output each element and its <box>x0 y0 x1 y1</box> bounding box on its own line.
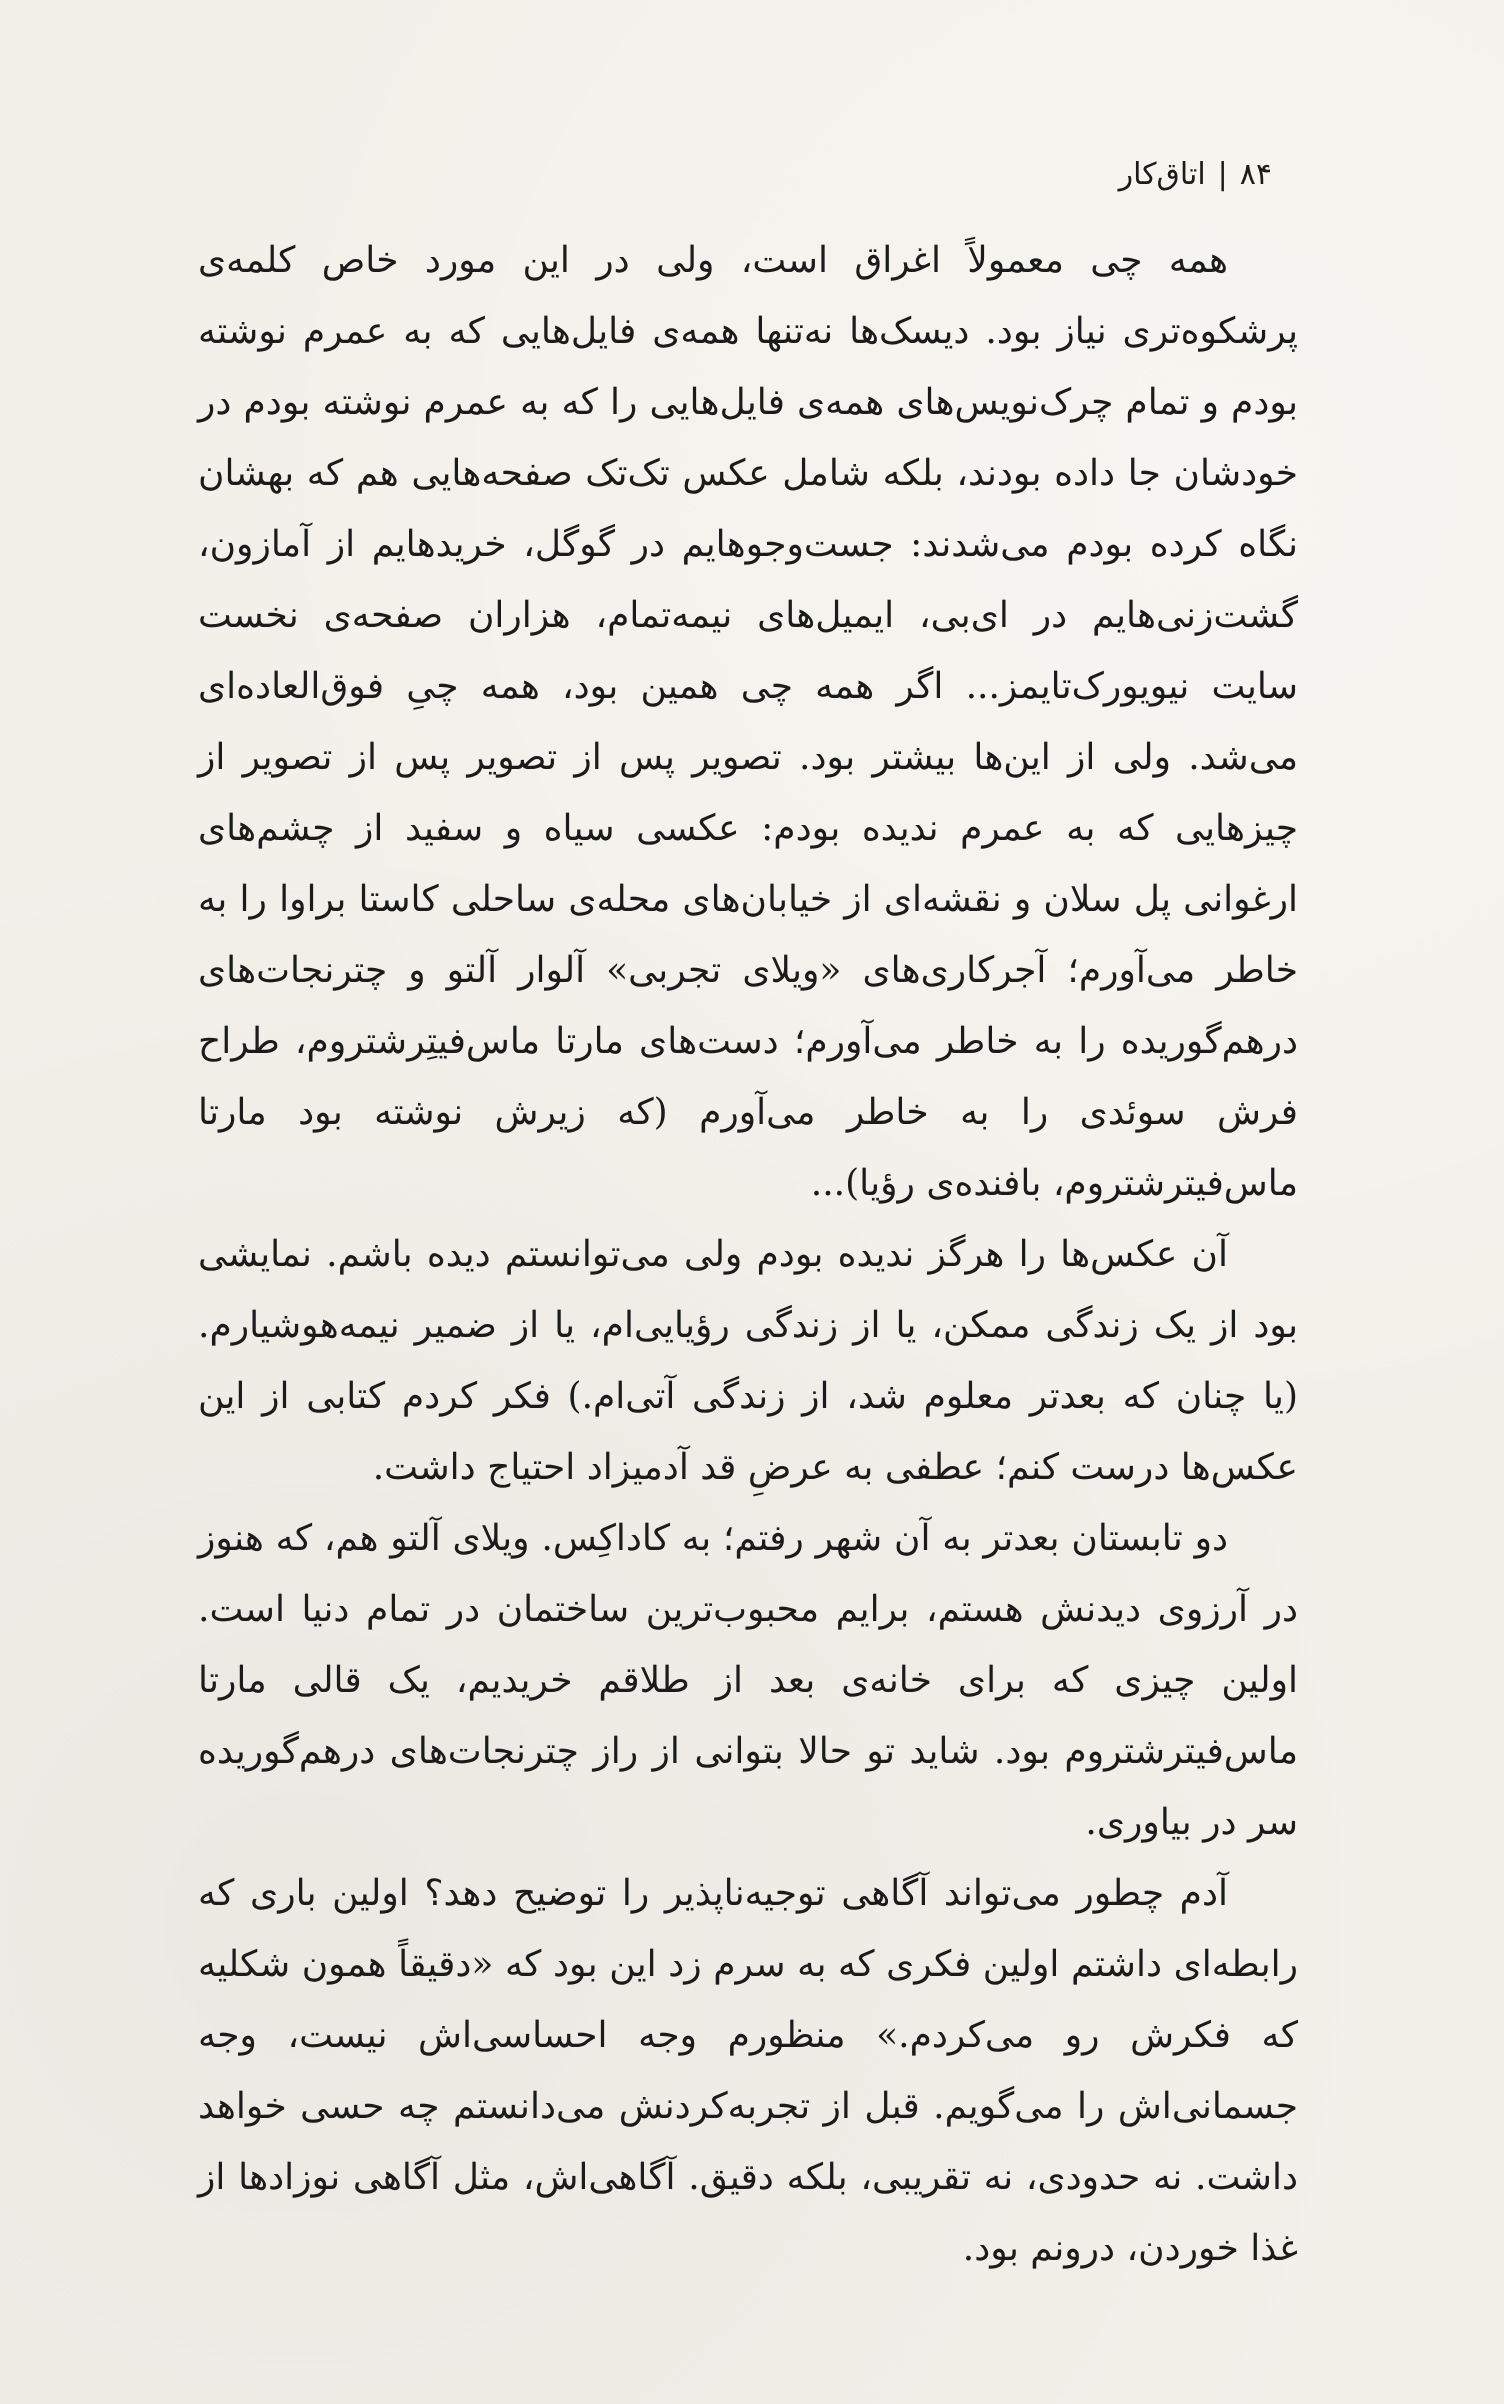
book-title: اتاق‌کار <box>1118 157 1206 192</box>
page-number: ۸۴ <box>1239 157 1272 192</box>
paragraph-4: آدم چطور می‌تواند آگاهی توجیه‌ناپذیر را توضیح دهد؟ اولین باری که رابطه‌ای داشتم اولین فکری که به سرم زد این بود که «دقیقاً همون شکلیه که فکرش رو می‌کردم.» منظورم وجه احساسی‌اش نیست، وجه جسمانی‌اش را می‌گویم. قبل از تجربه‌کردنش می‌دانستم چه حسی خواهد داشت. نه حدودی، نه تقریبی، بلکه دقیق. آگاهی‌اش، مثل آگاهی نوزادها از غذا خوردن، درونم بود. <box>198 1873 1298 2269</box>
paragraph-2: آن عکس‌ها را هرگز ندیده بودم ولی می‌توانستم دیده باشم. نمایشی بود از یک زندگی ممکن، یا از زندگی رؤیایی‌ام، یا از ضمیر نیمه‌هوشیارم. (یا چنان که بعدتر معلوم شد، از زندگی آتی‌ام.) فکر کردم کتابی از این عکس‌ها درست کنم؛ عطفی به عرضِ قد آدمیزاد احتیاج داشت. <box>198 1234 1298 1488</box>
paragraph-3: دو تابستان بعدتر به آن شهر رفتم؛ به کاداکِس. ویلای آلتو هم، که هنوز در آرزوی دیدنش هستم، برایم محبوب‌ترین ساختمان در تمام دنیا است. اولین چیزی که برای خانه‌ی بعد از طلاقم خریدیم، یک قالی مارتا ماس‌فیترشتروم بود. شاید تو حالا بتوانی از راز چترنجات‌های درهم‌گوریده سر در بیاوری. <box>198 1518 1298 1843</box>
paragraph-1: همه چی معمولاً اغراق است، ولی در این مورد خاص کلمه‌ی پرشکوه‌تری نیاز بود. دیسک‌ها نه‌تنها همه‌ی فایل‌هایی که به عمرم نوشته بودم و تمام چرک‌نویس‌های همه‌ی فایل‌هایی را که به عمرم نوشته بودم در خودشان جا داده بودند، بلکه شامل عکس تک‌تک صفحه‌هایی هم که بهشان نگاه کرده بودم می‌شدند: جست‌وجوهایم در گوگل، خریدهایم از آمازون، گشت‌زنی‌هایم در ای‌بی، ایمیل‌های نیمه‌تمام، هزاران صفحه‌ی نخست سایت نیویورک‌تایمز... اگر همه چی همین بود، همه چیِ فوق‌العاده‌ای می‌شد. ولی از این‌ها بیشتر بود. تصویر پس از تصویر پس از تصویر از چیزهایی که به عمرم ندیده بودم: عکسی سیاه و سفید از چشم‌های ارغوانی پل سلان و نقشه‌ای از خیابان‌های محله‌ی ساحلی کاستا براوا را به خاطر می‌آورم؛ آجرکاری‌های «ویلای تجربی» آلوار آلتو و چترنجات‌های درهم‌گوریده را به خاطر می‌آورم؛ دست‌های مارتا ماس‌فیتِرشتروم، طراح فرش سوئدی را به خاطر می‌آورم (که زیرش نوشته بود مارتا ماس‌فیترشتروم، بافنده‌ی رؤیا)... <box>198 240 1298 1204</box>
header-separator: | <box>1217 157 1228 192</box>
page-header <box>1118 157 1272 192</box>
body-text <box>198 225 1298 2284</box>
